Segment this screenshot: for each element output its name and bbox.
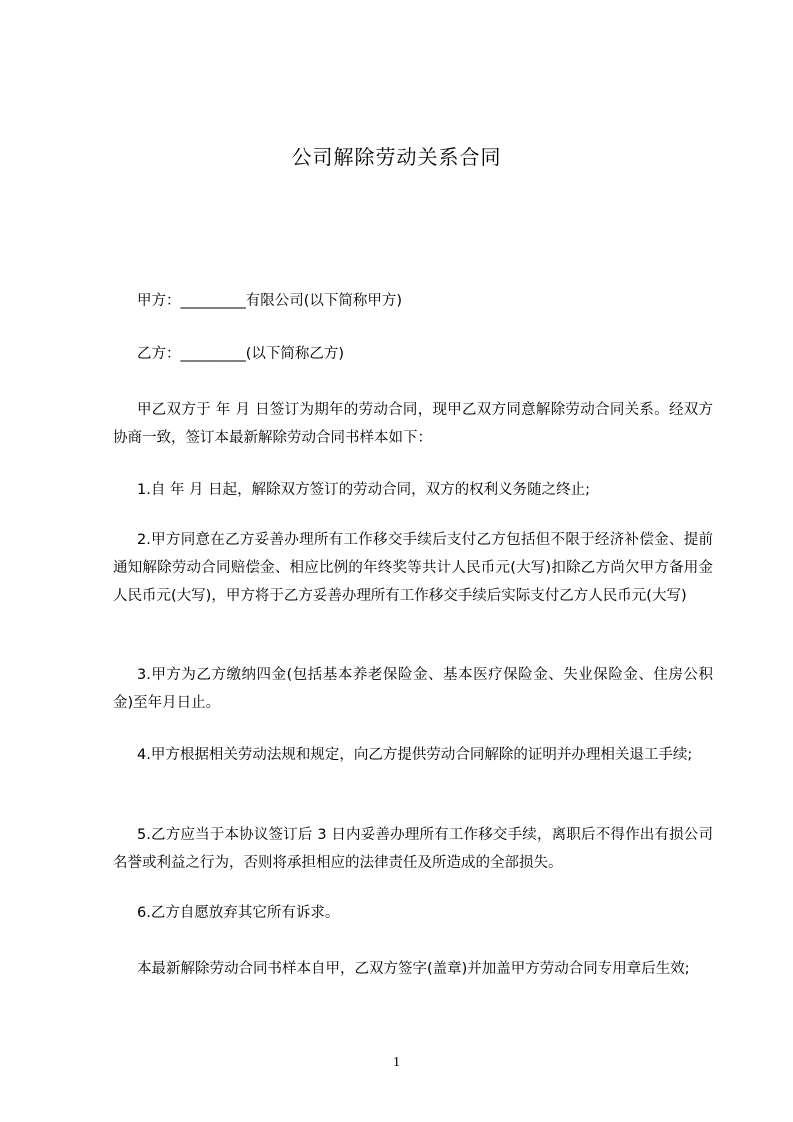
- page-number: 1: [393, 1055, 400, 1070]
- clause-6: 6.乙方自愿放弃其它所有诉求。: [137, 905, 340, 921]
- clause-5: 5.乙方应当于本协议签订后 3 日内妥善办理所有工作移交手续，离职后不得作出有损公司名誉或利益之行为，否则将承担相应的法律责任及所造成的全部损失。: [113, 827, 713, 871]
- party-a-line: 甲方：_________有限公司(以下简称甲方): [137, 293, 403, 309]
- clause-3: 3.甲方为乙方缴纳四金(包括基本养老保险金、基本医疗保险金、失业保险金、住房公积金)至年月日止。: [113, 667, 713, 711]
- effective-clause: 本最新解除劳动合同书样本自甲，乙双方签字(盖章)并加盖甲方劳动合同专用章后生效;: [137, 961, 690, 977]
- clause-1: 1.自 年 月 日起，解除双方签订的劳动合同，双方的权利义务随之终止;: [137, 482, 591, 498]
- clause-2: 2.甲方同意在乙方妥善办理所有工作移交手续后支付乙方包括但不限于经济补偿金、提前通知解除劳动合同赔偿金、相应比例的年终奖等共计人民币元(大写)扣除乙方尚欠甲方备用金人民币元(大写)，甲方将于乙方妥善办理所有工作移交手续后实际支付乙方人民币元(大写): [113, 532, 713, 604]
- document-title: 公司解除劳动关系合同: [291, 145, 502, 169]
- intro-paragraph: 甲乙双方于 年 月 日签订为期年的劳动合同，现甲乙双方同意解除劳动合同关系。经双方协商一致，签订本最新解除劳动合同书样本如下：: [113, 402, 713, 446]
- party-b-line: 乙方：_________(以下简称乙方): [137, 346, 345, 362]
- clause-4: 4.甲方根据相关劳动法规和规定，向乙方提供劳动合同解除的证明并办理相关退工手续;: [137, 747, 693, 763]
